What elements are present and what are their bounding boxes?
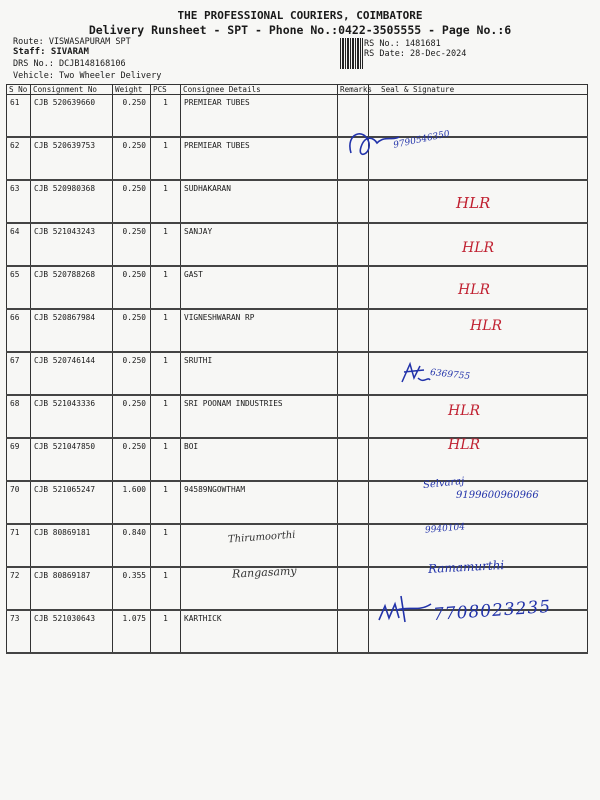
table-row: [7, 352, 588, 395]
cell-consignment: CJB 520639753: [31, 137, 113, 180]
cell-signature: [369, 481, 588, 524]
handwritten-name-70: Selvaraj: [422, 475, 465, 492]
cell-consignment: CJB 520746144: [31, 352, 113, 395]
cell-consignee: BOI: [181, 438, 338, 481]
cell-sno: 62: [7, 137, 31, 180]
cell-weight: 0.250: [113, 438, 151, 481]
cell-remarks: [338, 180, 369, 223]
cell-pcs: 1: [151, 567, 181, 610]
handwritten-number-67: 6369755: [429, 367, 471, 383]
cell-consignment: CJB 521047850: [31, 438, 113, 481]
table-row: [7, 95, 588, 138]
cell-consignee: PREMIEAR TUBES: [181, 137, 338, 180]
cell-remarks: [338, 352, 369, 395]
cell-consignment: CJB 520639660: [31, 95, 113, 138]
cell-remarks: [338, 309, 369, 352]
cell-consignee: SRI POONAM INDUSTRIES: [181, 395, 338, 438]
vehicle-label: Vehicle: Two Wheeler Delivery: [13, 71, 162, 81]
col-signature: Seal & Signature: [369, 85, 588, 95]
col-sno: S No: [7, 85, 31, 95]
cell-weight: 0.355: [113, 567, 151, 610]
cell-sno: 65: [7, 266, 31, 309]
staff-label: Staff: SIVARAM: [13, 47, 89, 57]
cell-pcs: 1: [151, 180, 181, 223]
col-consignment: Consignment No: [31, 85, 113, 95]
cell-weight: 0.250: [113, 95, 151, 138]
cell-pcs: 1: [151, 524, 181, 567]
col-pcs: PCS: [151, 85, 181, 95]
cell-remarks: [338, 567, 369, 610]
col-weight: Weight: [113, 85, 151, 95]
handwritten-mark-65: HLR: [458, 282, 491, 298]
table-header-row: [7, 85, 588, 95]
cell-sno: 72: [7, 567, 31, 610]
rs-number: RS No.: 1481681: [364, 39, 441, 49]
cell-pcs: 1: [151, 95, 181, 138]
cell-weight: 1.075: [113, 610, 151, 653]
cell-sno: 61: [7, 95, 31, 138]
signature-scribble-67: [398, 358, 434, 388]
cell-pcs: 1: [151, 352, 181, 395]
col-consignee: Consignee Details: [181, 85, 338, 95]
cell-pcs: 1: [151, 481, 181, 524]
cell-pcs: 1: [151, 137, 181, 180]
cell-sno: 63: [7, 180, 31, 223]
cell-consignment: CJB 521043243: [31, 223, 113, 266]
cell-weight: 0.250: [113, 180, 151, 223]
col-remarks: Remarks: [338, 85, 369, 95]
runsheet-title: Delivery Runsheet - SPT - Phone No.:0422-3505555 - Page No.:6: [88, 23, 512, 37]
table-row: [7, 438, 588, 481]
handwritten-number-71: 9940104: [424, 522, 466, 536]
handwritten-mark-64: HLR: [462, 240, 495, 256]
cell-consignee: SRUTHI: [181, 352, 338, 395]
cell-consignment: CJB 521043336: [31, 395, 113, 438]
table-row: [7, 137, 588, 180]
cell-consignment: CJB 521030643: [31, 610, 113, 653]
cell-consignment: CJB 521065247: [31, 481, 113, 524]
barcode-image: [340, 38, 363, 69]
cell-weight: 0.250: [113, 266, 151, 309]
company-title: THE PROFESSIONAL COURIERS, COIMBATORE: [177, 9, 423, 22]
cell-remarks: [338, 266, 369, 309]
handwritten-number-73: 7708023235: [432, 596, 552, 626]
cell-weight: 1.600: [113, 481, 151, 524]
cell-sno: 67: [7, 352, 31, 395]
cell-consignee: KARTHICK: [181, 610, 338, 653]
cell-consignee: SANJAY: [181, 223, 338, 266]
cell-consignee: VIGNESHWARAN RP: [181, 309, 338, 352]
handwritten-name-72: Rangasamy: [231, 564, 297, 581]
cell-consignee: [181, 524, 338, 567]
handwritten-number-70: 9199600960966: [456, 490, 539, 501]
table-row: [7, 223, 588, 266]
cell-pcs: 1: [151, 610, 181, 653]
route-label: Route: VISWASAPURAM SPT: [13, 37, 131, 47]
handwritten-mark-68: HLR: [448, 403, 481, 419]
cell-remarks: [338, 610, 369, 653]
signature-scribble-73: [375, 592, 435, 626]
cell-sno: 71: [7, 524, 31, 567]
cell-pcs: 1: [151, 309, 181, 352]
cell-consignment: CJB 80869187: [31, 567, 113, 610]
cell-sno: 64: [7, 223, 31, 266]
cell-pcs: 1: [151, 266, 181, 309]
cell-weight: 0.250: [113, 395, 151, 438]
rs-date: RS Date: 28-Dec-2024: [364, 49, 467, 59]
cell-weight: 0.250: [113, 137, 151, 180]
cell-consignment: CJB 80869181: [31, 524, 113, 567]
handwritten-number-62: 9790546350: [392, 129, 451, 151]
cell-pcs: 1: [151, 395, 181, 438]
cell-sno: 70: [7, 481, 31, 524]
cell-weight: 0.840: [113, 524, 151, 567]
cell-consignee: PREMIEAR TUBES: [181, 95, 338, 138]
cell-sno: 69: [7, 438, 31, 481]
cell-consignee: GAST: [181, 266, 338, 309]
handwritten-mark-66: HLR: [470, 318, 503, 334]
cell-consignee: SUDHAKARAN: [181, 180, 338, 223]
cell-weight: 0.250: [113, 352, 151, 395]
table-row: [7, 180, 588, 223]
handwritten-mark-69: HLR: [448, 437, 481, 453]
table-row: [7, 395, 588, 438]
cell-remarks: [338, 395, 369, 438]
cell-weight: 0.250: [113, 309, 151, 352]
handwritten-mark-63: HLR: [456, 194, 491, 212]
cell-sno: 68: [7, 395, 31, 438]
cell-pcs: 1: [151, 223, 181, 266]
handwritten-signature-72: Ramamurthi: [427, 558, 505, 576]
cell-weight: 0.250: [113, 223, 151, 266]
cell-consignment: CJB 520980368: [31, 180, 113, 223]
cell-sno: 73: [7, 610, 31, 653]
table-row: [7, 266, 588, 309]
cell-pcs: 1: [151, 438, 181, 481]
cell-remarks: [338, 223, 369, 266]
cell-consignment: CJB 520788268: [31, 266, 113, 309]
table-row: [7, 481, 588, 524]
cell-sno: 66: [7, 309, 31, 352]
cell-consignee: 94589NGOWTHAM: [181, 481, 338, 524]
handwritten-name-71: Thirumoorthi: [227, 529, 296, 546]
cell-remarks: [338, 438, 369, 481]
cell-remarks: [338, 524, 369, 567]
cell-remarks: [338, 481, 369, 524]
cell-consignment: CJB 520867984: [31, 309, 113, 352]
drs-label: DRS No.: DCJB148168106: [13, 59, 126, 69]
